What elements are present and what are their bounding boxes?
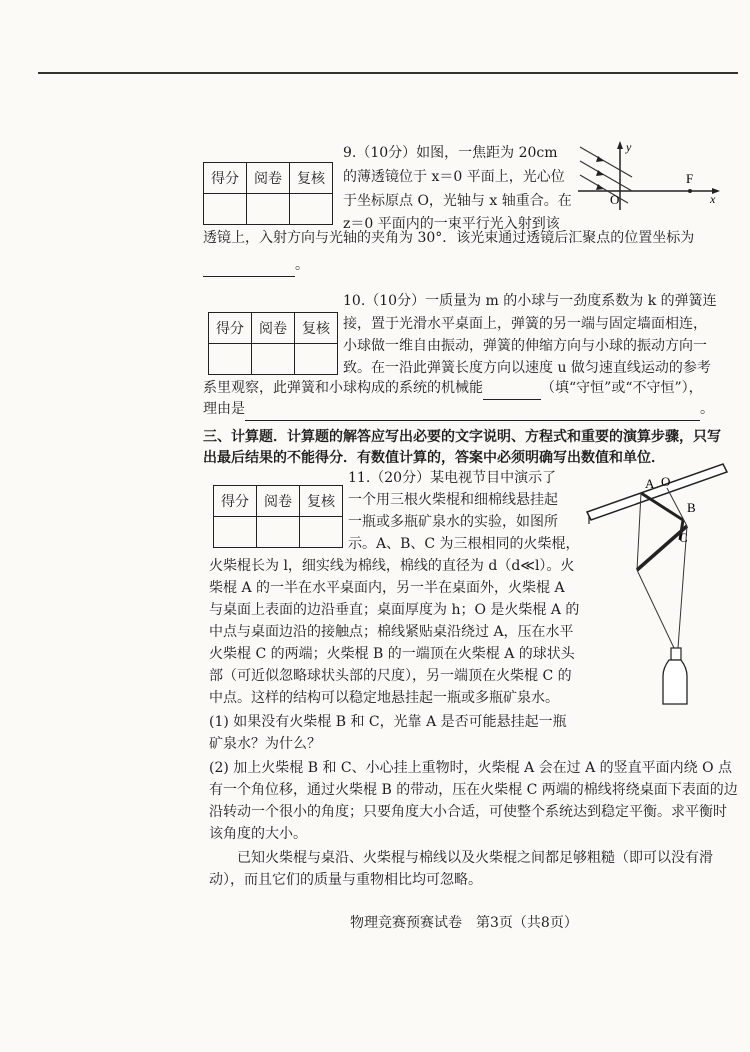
- table-surface: [587, 464, 727, 520]
- q10-line-4: 致。在一沿此弹簧长度方向以速度 u 做匀速直线运动的参考: [343, 360, 711, 376]
- label-O: O: [610, 192, 620, 207]
- review-cell[interactable]: [252, 344, 295, 375]
- light-ray: [580, 161, 632, 191]
- q11-line-3: 一瓶或多瓶矿泉水的实验，如图所: [348, 514, 558, 530]
- cotton-thread: [637, 570, 674, 648]
- score-header: 得分: [209, 313, 252, 344]
- review-header: 阅卷: [247, 163, 290, 194]
- q10-text: （填“守恒”或“不守恒”），: [541, 380, 703, 396]
- q11-note-line-1: 已知火柴棍与桌沿、火柴棍与棉线以及火柴棍之间都足够粗糙（即可以没有滑: [237, 850, 713, 866]
- matchstick-figure: [575, 458, 735, 710]
- score-cell[interactable]: [204, 194, 247, 225]
- recheck-header: 复核: [290, 163, 333, 194]
- q11-line-9: 火柴棍 C 的两端；火柴棍 B 的一端顶在火柴棍 A 的球状头: [209, 646, 575, 662]
- lens-figure: [570, 135, 730, 215]
- focus-point: [688, 189, 692, 193]
- q11-part2-line-2: 有一个角位移，通过火柴棍 B 的带动，压在火柴棍 C 两端的棉线将绕桌面下表面的边: [209, 782, 738, 798]
- q11-part1-line-2: 矿泉水？为什么？: [209, 736, 321, 752]
- score-table-q9: [203, 162, 333, 225]
- cotton-thread: [637, 493, 641, 570]
- water-bottle: [663, 660, 687, 704]
- q9-answer-line: [203, 254, 309, 277]
- review-header: 阅卷: [257, 486, 300, 517]
- y-arrowhead: [617, 141, 623, 149]
- q9-line-1: 9.（10分）如图，一焦距为 20cm: [343, 145, 558, 161]
- score-table-q10: [208, 312, 338, 375]
- q11-line-11: 中点。这样的结构可以稳定地悬挂起一瓶或多瓶矿泉水。: [209, 690, 559, 706]
- score-header: 得分: [214, 486, 257, 517]
- review-cell[interactable]: [247, 194, 290, 225]
- section3-line-2: 出最后结果的不能得分．有数值计算的，答案中必须明确写出数值和单位．: [203, 450, 665, 466]
- light-ray: [580, 147, 632, 177]
- score-cell[interactable]: [209, 344, 252, 375]
- section3-line-1: 三、计算题．计算题的解答应写出必要的文字说明、方程式和重要的演算步骤，只写: [203, 429, 721, 445]
- q10-reason-label: 理由是: [203, 401, 245, 417]
- q10-blank-1[interactable]: [483, 377, 541, 400]
- q11-part2-line-3: 沿转动一个很小的角度；只要角度大小合适，可使整个系统达到稳定平衡。求平衡时: [209, 804, 727, 820]
- page-footer: 物理竞赛预赛试卷 第3页（共8页）: [350, 915, 578, 931]
- cotton-thread: [667, 488, 687, 526]
- label-F: F: [686, 171, 694, 186]
- recheck-cell[interactable]: [290, 194, 333, 225]
- q11-part1-line-1: (1) 如果没有火柴棍 B 和 C，光靠 A 是否可能悬挂起一瓶: [209, 714, 567, 730]
- recheck-cell[interactable]: [295, 344, 338, 375]
- q9-line-2: 的薄透镜位于 x＝0 平面上，光心位: [343, 169, 565, 185]
- q9-answer-blank[interactable]: [203, 254, 295, 277]
- recheck-header: 复核: [300, 486, 343, 517]
- q10-blank-2[interactable]: [245, 398, 700, 421]
- label-O: O: [661, 474, 671, 489]
- q10-line-3: 小球做一维自由振动，弹簧的伸缩方向与小球的振动方向一: [343, 338, 707, 354]
- q11-line-8: 中点与桌面边沿的接触点；棉线紧贴桌沿绕过 A，压在水平: [209, 624, 574, 640]
- label-B: B: [687, 500, 696, 515]
- q10-line-5: [203, 377, 703, 400]
- score-table-q11: [213, 485, 343, 548]
- q10-line-1: 10.（10分）一质量为 m 的小球与一劲度系数为 k 的弹簧连: [343, 293, 717, 309]
- q11-line-5: 火柴棍长为 l，细实线为棉线，棉线的直径为 d（d≪l）。火: [209, 558, 575, 574]
- review-cell[interactable]: [257, 517, 300, 548]
- bottle-cap: [671, 648, 681, 660]
- q11-part2-line-1: (2) 加上火柴棍 B 和 C、小心挂上重物时，火柴棍 A 会在过 A 的竖直平面内绕 O 点: [209, 760, 733, 776]
- q11-line-10: 部（可近似忽略球状头部的尺度），另一端顶在火柴棍 C 的: [209, 668, 572, 684]
- q9-line-3: 于坐标原点 O，光轴与 x 轴重合。在: [343, 193, 572, 209]
- q10-period: 。: [700, 401, 714, 417]
- q9-period: 。: [295, 257, 309, 273]
- q10-text: 系里观察，此弹簧和小球构成的系统的机械能: [203, 380, 483, 396]
- q11-note-line-2: 动），而且它们的质量与重物相比均可忽略。: [209, 872, 482, 888]
- recheck-header: 复核: [295, 313, 338, 344]
- q10-line-2: 接，置于光滑水平桌面上，弹簧的另一端与固定墙面相连，: [343, 316, 707, 332]
- score-header: 得分: [204, 163, 247, 194]
- header-rule: [38, 72, 738, 74]
- label-C: C: [679, 530, 688, 545]
- review-header: 阅卷: [252, 313, 295, 344]
- q11-line-6: 柴棍 A 的一半在水平桌面内，另一半在桌面外，火柴棍 A: [209, 580, 565, 596]
- q11-line-2: 一个用三根火柴棍和细棉线悬挂起: [348, 492, 558, 508]
- q11-line-4: 示。A、B、C 为三根相同的火柴棍，: [348, 536, 580, 552]
- q10-line-6: [203, 398, 714, 421]
- q9-line-5: 透镜上，入射方向与光轴的夹角为 30°．该光束通过透镜后汇聚点的位置坐标为: [203, 230, 695, 246]
- q11-line-7: 与桌面上表面的边沿垂直；桌面厚度为 h；O 是火柴棍 A 的: [209, 602, 580, 618]
- label-A: A: [645, 476, 655, 491]
- q11-part2-line-4: 该角度的大小。: [209, 826, 307, 842]
- q11-line-1: 11.（20分）某电视节目中演示了: [348, 470, 557, 486]
- label-x: x: [710, 192, 716, 206]
- score-cell[interactable]: [214, 517, 257, 548]
- q9-line-4: z＝0 平面内的一束平行光入射到该: [343, 216, 560, 232]
- label-y: y: [626, 140, 632, 154]
- recheck-cell[interactable]: [300, 517, 343, 548]
